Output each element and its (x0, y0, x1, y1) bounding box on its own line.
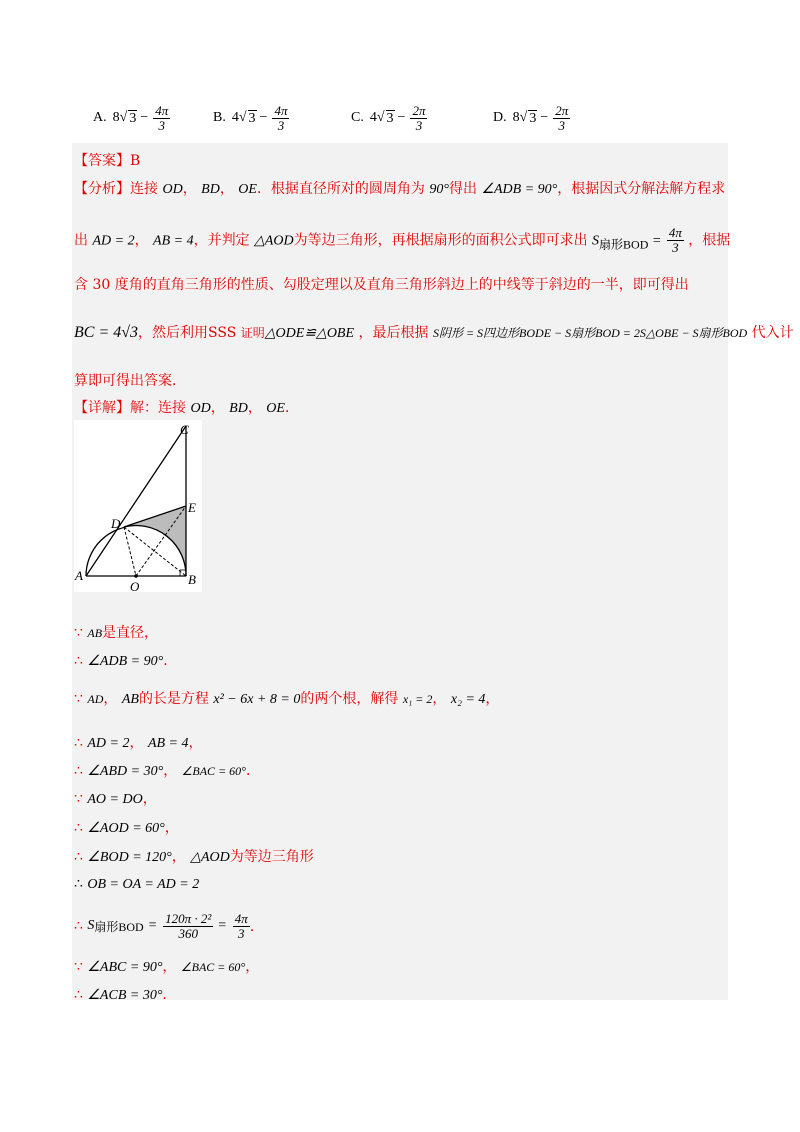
label-E: E (188, 500, 196, 515)
step-1: ∵ AB是直径， (74, 625, 159, 641)
sector-result-fraction: $\frac{4\pi}{3}$ (234, 910, 248, 941)
analysis-line-1: 【分析】连接 OD， BD， OE．根据直径所对的圆周角为 90°得出 ∠ADB = 90°，根据因式分解法解方程求 (74, 181, 726, 197)
option-a-fraction: $\frac{4\pi}{3}$ (155, 102, 169, 133)
label-A: A (75, 568, 83, 583)
option-c-fraction: $\frac{2\pi}{3}$ (412, 102, 426, 133)
step-6: ∵ AO = DO， (74, 791, 157, 807)
option-b[interactable]: B. 4 √ 3 − $\frac{4\pi}{3}$ (213, 102, 288, 133)
option-b-fraction: $\frac{4\pi}{3}$ (274, 102, 288, 133)
step-5: ∴ ∠ABD = 30°， ∠BAC = 60°． (74, 763, 260, 779)
sector-calc-fraction: $\frac{\text{120π · 2²}}{360}$ (165, 910, 212, 941)
step-12: ∴ ∠ACB = 30°． (74, 987, 177, 1003)
option-d[interactable]: D. 8 √ 3 − $\frac{2\pi}{3}$ (493, 102, 569, 133)
analysis-line-4: BC = 4√3，然后利用SSS 证明△ODE≌△OBE ，最后根据 S阴形 = S四边形BODE − S扇形BOD = 2S△OBE − S扇形BOD 代入计 (74, 324, 794, 341)
option-d-fraction: $\frac{2\pi}{3}$ (555, 102, 569, 133)
point-O (134, 574, 138, 578)
label-C: C (180, 422, 189, 437)
step-7: ∴ ∠AOD = 60°， (74, 820, 179, 836)
sector-area-fraction: $\frac{4\pi}{3}$ (668, 225, 682, 255)
analysis-line-3: 含 30 度角的直角三角形的性质、勾股定理以及直角三角形斜边上的中线等于斜边的一半，即可得出 (74, 277, 689, 293)
detail-line: 【详解】解：连接 OD， BD， OE． (74, 400, 299, 416)
option-c[interactable]: C. 4 √ 3 − $\frac{2\pi}{3}$ (351, 102, 426, 133)
answer-line: 【答案】B (74, 153, 141, 169)
step-3: ∵ AD， AB的长是方程 x² − 6x + 8 = 0的两个根，解得 x₁ = 2， x₂ = 4， (74, 691, 500, 707)
step-8: ∴ ∠BOD = 120°， △AOD为等边三角形 (74, 849, 314, 865)
analysis-line-5: 算即可得出答案． (74, 373, 186, 389)
step-10: ∴ S 扇形BOD = $\frac{\text{120π · 2²}}{360}$ = $\frac{4\pi}{3}$ ． (74, 910, 264, 941)
option-a[interactable]: A. 8 √ 3 − $\frac{4\pi}{3}$ (93, 102, 169, 133)
analysis-line-2: 出 AD = 2， AB = 4，并判定 △AOD为等边三角形，再根据扇形的面积公式即可求出 $S_{扇形BOD}$ = $\frac{4\pi}{3}$ ，根据 (74, 225, 731, 255)
step-4: ∴ AD = 2， AB = 4， (74, 735, 203, 751)
answer-options (93, 98, 733, 138)
geometry-diagram (74, 420, 202, 592)
label-O: O (130, 579, 140, 592)
geometry-figure (74, 420, 202, 592)
step-11: ∵ ∠ABC = 90°， ∠BAC = 60°， (74, 959, 260, 975)
step-2: ∴ ∠ADB = 90°． (74, 653, 178, 669)
step-9: ∴ OB = OA = AD = 2 (74, 876, 200, 892)
label-D: D (111, 516, 121, 531)
label-B: B (188, 572, 196, 587)
